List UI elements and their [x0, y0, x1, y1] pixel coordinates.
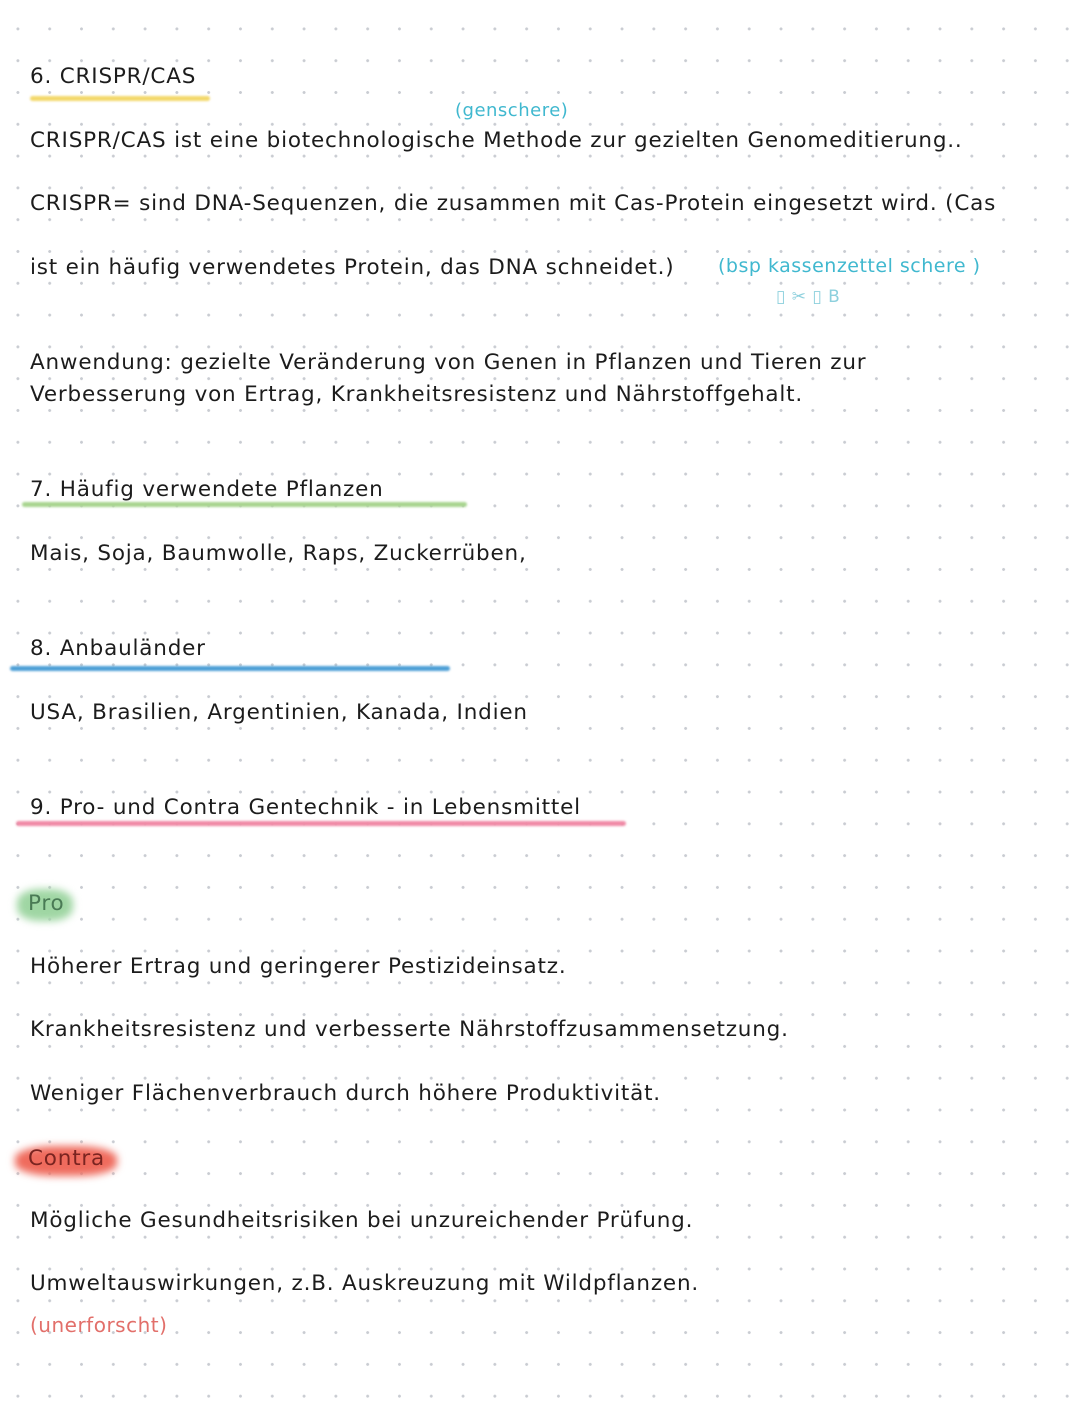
contra-item: Umweltauswirkungen, z.B. Auskreuzung mit Wildpflanzen.: [30, 1271, 699, 1296]
section-7-title: 7. Häufig verwendete Pflanzen: [30, 477, 384, 502]
application-line-2: Verbesserung von Ertrag, Krankheitsresistenz und Nährstoffgehalt.: [30, 382, 804, 407]
pro-item: Weniger Flächenverbrauch durch höhere Produktivität.: [30, 1081, 661, 1106]
note-sketch: ▯ ✂ ▯ B: [776, 287, 841, 307]
crispr-line-2: CRISPR= sind DNA-Sequenzen, die zusammen mit Cas-Protein eingesetzt wird. (Cas: [30, 191, 997, 216]
crispr-line-3: ist ein häufig verwendetes Protein, das DNA schneidet.): [30, 255, 675, 280]
title-underline-blue: [10, 666, 450, 671]
note-genschere: (genschere): [455, 100, 569, 121]
pro-item: Höherer Ertrag und geringerer Pestizideinsatz.: [30, 954, 567, 979]
pro-item: Krankheitsresistenz und verbesserte Nährstoffzusammensetzung.: [30, 1017, 789, 1042]
section-9-title: 9. Pro- und Contra Gentechnik - in Lebensmittel: [30, 795, 581, 820]
pro-label: Pro: [28, 891, 65, 916]
section-8-title: 8. Anbauländer: [30, 636, 206, 661]
title-underline-pink: [16, 821, 626, 826]
plants-list: Mais, Soja, Baumwolle, Raps, Zuckerrüben,: [30, 541, 527, 566]
title-underline-yellow: [30, 96, 210, 101]
contra-label: Contra: [28, 1146, 106, 1171]
crispr-line-1: CRISPR/CAS ist eine biotechnologische Methode zur gezielten Genomeditierung..: [30, 128, 963, 153]
note-example: (bsp kassenzettel schere ): [718, 255, 981, 277]
application-line-1: Anwendung: gezielte Veränderung von Genen in Pflanzen und Tieren zur: [30, 350, 867, 375]
note-unerforscht: (unerforscht): [30, 1313, 168, 1337]
countries-list: USA, Brasilien, Argentinien, Kanada, Indien: [30, 700, 528, 725]
contra-item: Mögliche Gesundheitsrisiken bei unzureichender Prüfung.: [30, 1208, 694, 1233]
section-6-title: 6. CRISPR/CAS: [30, 64, 197, 89]
